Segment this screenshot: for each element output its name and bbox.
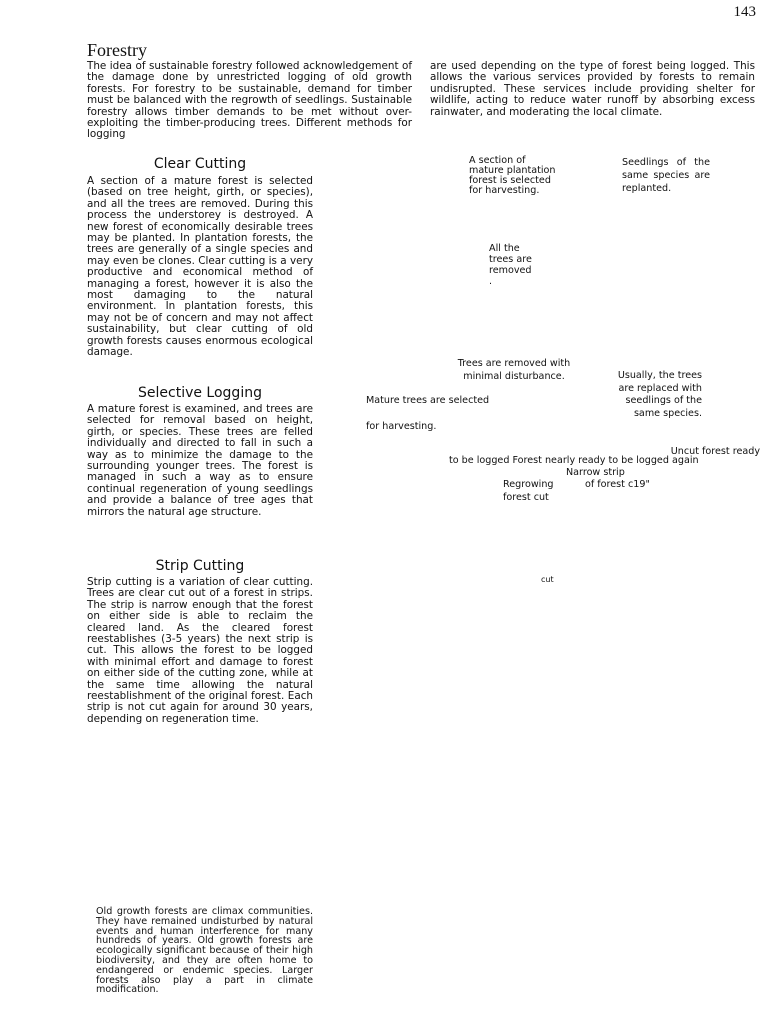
clear-cutting-paragraph: A section of a mature forest is selected (based on tree height, girth, or species), and all the trees are removed. During this process the understorey is destroyed. A new forest of economically desirable trees may be planted. In plantation forests, the trees are generally of a single species and may even be clones. Clear cutting is a very productive and economical method of managing a forest, however it is also the most damaging to the natural environment. In plantation forests, this may not be of concern and may not affect sustainability, but clear cutting of old growth forests causes enormous ecological damage. [87,175,313,359]
clear-cut-label-select: A section of mature plantation forest is selected for harvesting. [469,155,556,196]
strip-label-narrow: Narrow strip [566,467,625,478]
old-growth-sidebar: Old growth forests are climax communities. They have remained undisturbed by natural events and human interference for many hundreds of years. Old growth forests are ecologically significant because of their high biodiversity, and they are often home to endangered or endemic species. Larger forests also play a part in climate modification. [96,906,313,996]
intro-left-paragraph: The idea of sustainable forestry followed acknowledgement of the damage done by unrestricted logging of old growth forests. For forestry to be sustainable, demand for timber must be balanced with the regrowth of seedlings. Sustainable forestry allows timber demands to be met without over-exploiting the timber-producing trees. Different methods for logging [87,60,412,141]
selective-logging-paragraph: A mature forest is examined, and trees are selected for removal based on height, girth, or species. These trees are felled individually and directed to fall in such a way as to minimize the damage to the surrounding younger trees. The forest is managed in such a way as to ensure continual regeneration of young seedlings and provide a balance of tree ages that mirrors the natural age structure. [87,403,313,518]
selective-label-replaced: Usually, the trees are replaced with seedlings of the same species. [617,370,702,419]
strip-label-regrowing: Regrowing forest cut [503,479,554,503]
page-number: 143 [733,4,756,20]
strip-cutting-paragraph: Strip cutting is a variation of clear cutting. Trees are clear cut out of a forest in strips. The strip is narrow enough that the forest on either side is able to reclaim the cleared land. As the cleared forest reestablishes (3-5 years) the next strip is cut. This allows the forest to be logged with minimal effort and damage to forest on either side of the cutting zone, while at the same time allowing the natural reestablishment of the original forest. Each strip is not cut again for around 30 years, depending on regeneration time. [87,576,313,725]
clear-cutting-heading: Clear Cutting [153,156,247,172]
clear-cut-label-replant: Seedlings of the same species are replanted. [622,157,710,194]
page-title: Forestry [87,40,147,60]
intro-right-paragraph: are used depending on the type of forest being logged. This allows the various services provided by forests to remain undisrupted. These services include providing shelter for wildlife, acting to reduce water runoff by absorbing excess rainwater, and moderating the local climate. [430,60,755,118]
strip-label-strip: of forest c19" [585,479,650,490]
strip-label-nearly-ready: to be logged Forest nearly ready to be logged again [449,455,699,466]
strip-cutting-heading: Strip Cutting [155,558,245,574]
clear-cut-label-removed: All the trees are removed . [489,243,532,287]
selective-label-mature: Mature trees are selected [366,395,490,406]
selective-label-minimal: Trees are removed with minimal disturbance. [457,358,571,382]
selective-label-harvesting: for harvesting. [366,421,437,432]
selective-logging-heading: Selective Logging [138,385,262,401]
strip-label-cut: cut [541,575,554,584]
strip-label-uncut: Uncut forest ready [670,446,760,457]
